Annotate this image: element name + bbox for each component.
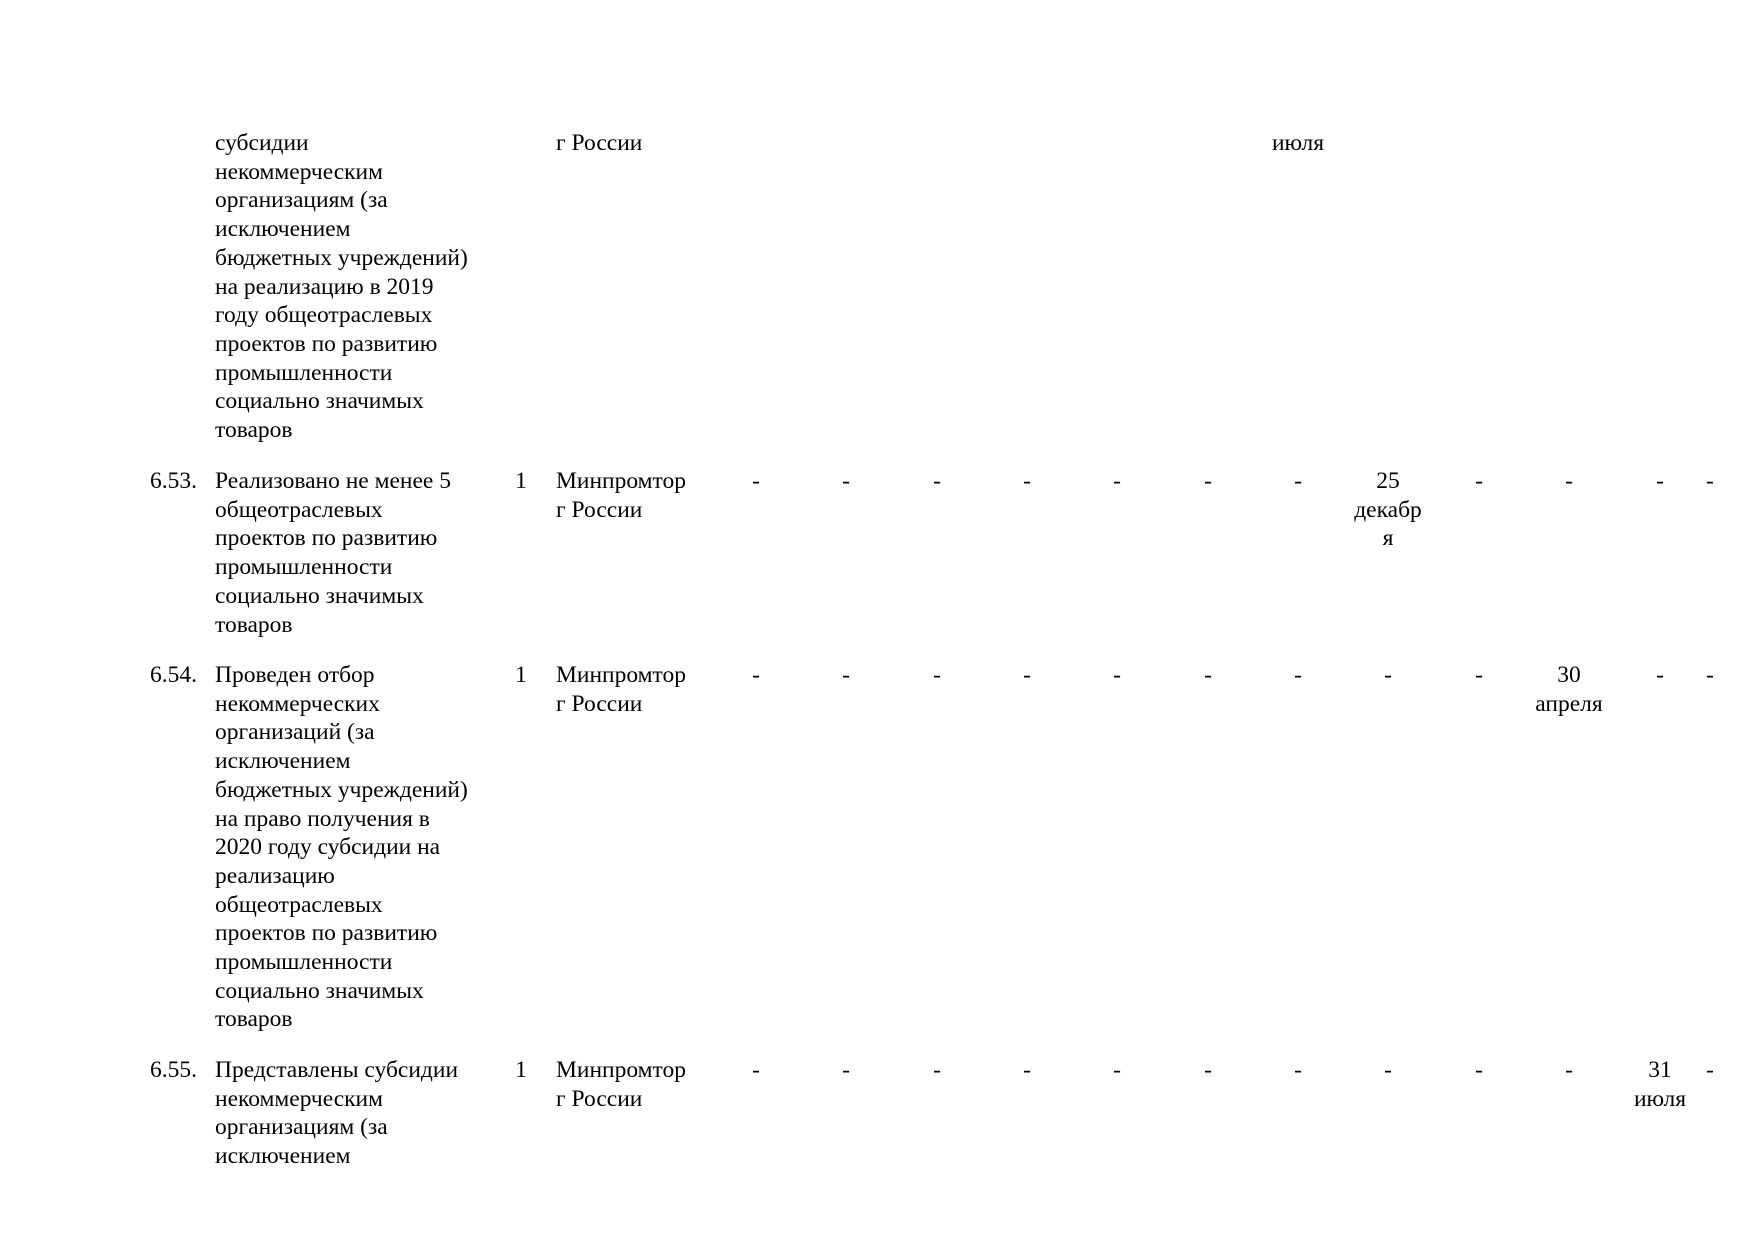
row-month-cell: -	[1384, 662, 1392, 688]
row-month-cell: -	[1113, 468, 1121, 494]
row-description: Проведен отбор некоммерческих организаций (за исключением бюджетных учреждений) на право получения в 2020 году субсидии на реализацию общеотраслевых проектов по развитию промышленности социально значимых товаров	[215, 662, 468, 1033]
row-month-cell: -	[842, 662, 850, 688]
row-month-cell: -	[1706, 468, 1714, 494]
row-month-cell: -	[1113, 1057, 1121, 1083]
row-month-cell: -	[1204, 1057, 1212, 1083]
row-month-cell: -	[1565, 1057, 1573, 1083]
row-description: Реализовано не менее 5 общеотраслевых проектов по развитию промышленности социально значимых товаров	[215, 468, 451, 638]
row-responsible-org: Минпромтор г России	[556, 468, 687, 523]
row-month-cell: -	[933, 1057, 941, 1083]
row-month-cell: -	[752, 662, 760, 688]
row-count: 1	[515, 662, 527, 688]
row-month-cell: -	[1565, 468, 1573, 494]
row-month-cell: 30 апреля	[1535, 662, 1603, 717]
row-month-cell: -	[1204, 662, 1212, 688]
row-month-cell: -	[752, 468, 760, 494]
row-count: 1	[515, 468, 527, 494]
row-month-cell: 31 июля	[1633, 1057, 1687, 1112]
row-month-cell: -	[752, 1057, 760, 1083]
row-description: субсидии некоммерческим организациям (за исключением бюджетных учреждений) на реализацию в 2019 году общеотраслевых проектов по развитию промышленности социально значимых товаров	[215, 130, 468, 444]
row-count: 1	[515, 1057, 527, 1083]
row-month-cell: -	[1706, 662, 1714, 688]
row-month-cell: -	[1023, 468, 1031, 494]
row-month-cell: -	[1113, 662, 1121, 688]
row-month-cell: -	[933, 662, 941, 688]
row-month-cell: -	[933, 468, 941, 494]
row-month-cell: -	[1294, 662, 1302, 688]
row-month-cell: -	[842, 1057, 850, 1083]
row-responsible-org: Минпромтор г России	[556, 662, 687, 717]
row-month-cell: -	[1475, 662, 1483, 688]
row-month-cell: -	[842, 468, 850, 494]
row-month-cell: 25 декабр я	[1354, 468, 1422, 552]
row-number: 6.53.	[150, 468, 197, 494]
row-month-cell: -	[1294, 1057, 1302, 1083]
row-month-cell: -	[1475, 1057, 1483, 1083]
row-number: 6.54.	[150, 662, 197, 688]
row-month-cell: -	[1023, 662, 1031, 688]
row-responsible-org: Минпромтор г России	[556, 1057, 687, 1112]
row-month-cell: -	[1656, 468, 1664, 494]
row-month-cell: -	[1706, 1057, 1714, 1083]
row-month-cell: -	[1023, 1057, 1031, 1083]
row-month-cell: июля	[1271, 130, 1325, 156]
row-month-cell: -	[1384, 1057, 1392, 1083]
row-month-cell: -	[1475, 468, 1483, 494]
row-month-cell: -	[1294, 468, 1302, 494]
row-month-cell: -	[1656, 662, 1664, 688]
row-number: 6.55.	[150, 1057, 197, 1083]
row-month-cell: -	[1204, 468, 1212, 494]
row-responsible-org: г России	[556, 130, 643, 156]
row-description: Представлены субсидии некоммерческим организациям (за исключением	[215, 1057, 459, 1170]
